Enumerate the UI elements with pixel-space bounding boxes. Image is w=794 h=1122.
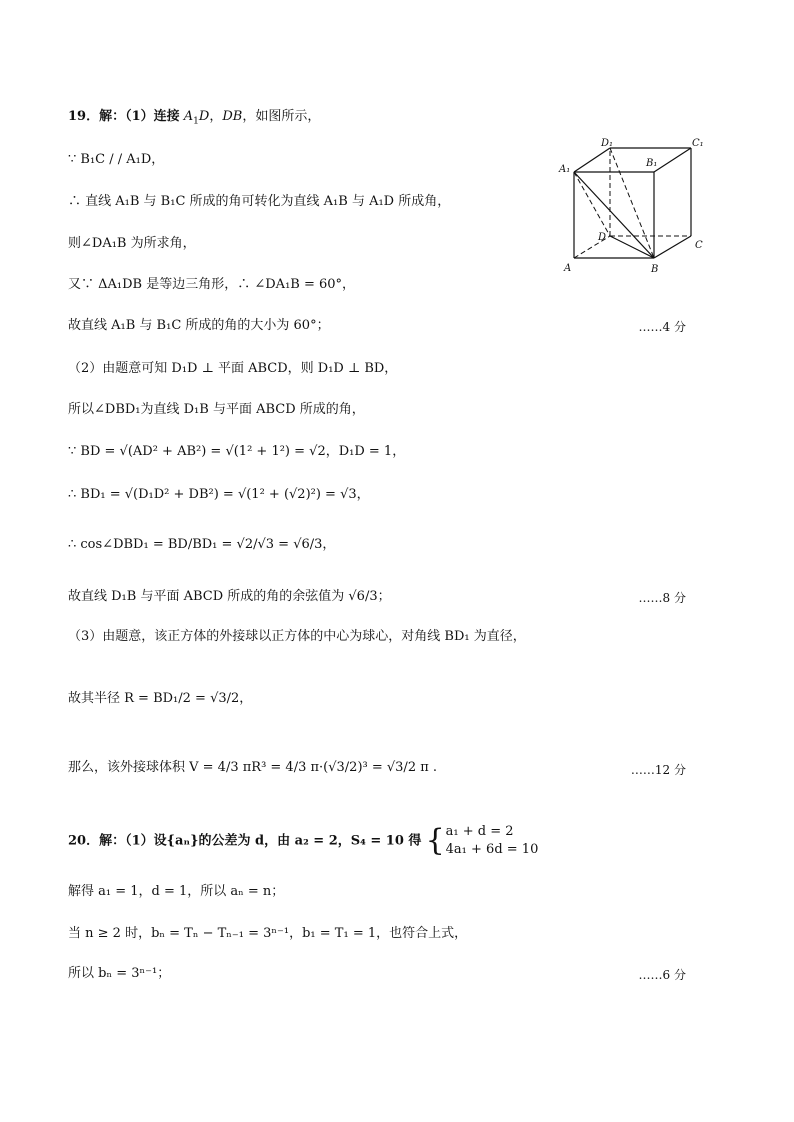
label-d: D bbox=[598, 232, 607, 243]
q20-eq-2: 4a₁ + 6d = 10 bbox=[445, 842, 539, 857]
q19-line-8: 所以∠DBD₁为直线 D₁B 与平面 ABCD 所成的角， bbox=[68, 402, 365, 417]
q19-line-7: （2）由题意可知 D₁D ⊥ 平面 ABCD，则 D₁D ⊥ BD， bbox=[68, 361, 398, 376]
label-a: A bbox=[564, 263, 572, 274]
q19-line-4: 则∠DA₁B 为所求角， bbox=[68, 236, 196, 251]
q19-line-3: ∴ 直线 A₁B 与 B₁C 所成的角可转化为直线 A₁B 与 A₁D 所成角， bbox=[68, 194, 451, 209]
label-b1: B₁ bbox=[646, 158, 658, 169]
edge-b-c bbox=[654, 236, 691, 258]
edge-b1-c1 bbox=[654, 148, 691, 172]
label-d1: D₁ bbox=[601, 138, 614, 149]
diag-a1-b bbox=[574, 172, 654, 258]
label-b: B bbox=[651, 264, 659, 275]
q19-intro-tail: ，如图所示， bbox=[242, 109, 321, 124]
q19-line-9: ∵ BD = √(AD² + AB²) = √(1² + 1²) = √2，D₁D = 1， bbox=[68, 444, 406, 459]
q20-intro: 20．解：（1）设{aₙ}的公差为 d，由 a₂ = 2，S₄ = 10 得 bbox=[68, 833, 422, 849]
q19-line-2: ∵ B₁C / / A₁D， bbox=[68, 152, 165, 167]
q19-line-15: 那么，该外接球体积 V = 4/3 πR³ = 4/3 π·(√3/2)³ = √3/2 π . bbox=[68, 760, 438, 775]
score-4: ……4 分 bbox=[638, 320, 686, 334]
q20-eq-1: a₁ + d = 2 bbox=[445, 824, 514, 839]
q20-line-3: 当 n ≥ 2 时，bₙ = Tₙ − Tₙ₋₁ = 3ⁿ⁻¹，b₁ = T₁ = 1，也符合上式， bbox=[68, 926, 468, 941]
edge-a1-d1 bbox=[574, 148, 610, 172]
q19-line-10: ∴ BD₁ = √(D₁D² + DB²) = √(1² + (√2)²) = √3， bbox=[68, 487, 370, 502]
score-8: ……8 分 bbox=[638, 591, 686, 605]
q20-system bbox=[446, 823, 539, 859]
q19-intro: 19．解：（1）连接 bbox=[68, 109, 180, 124]
score-12: ……12 分 bbox=[630, 763, 686, 777]
q19-line-13: （3）由题意，该正方体的外接球以正方体的中心为球心，对角线 BD₁ 为直径， bbox=[68, 629, 526, 644]
diag-d-b bbox=[610, 236, 654, 258]
q19-line-5: 又∵ ΔA₁DB 是等边三角形，∴ ∠DA₁B = 60°， bbox=[68, 277, 356, 292]
q19-line-12: 故直线 D₁B 与平面 ABCD 所成的角的余弦值为 √6/3； bbox=[68, 589, 391, 604]
label-c: C bbox=[695, 240, 703, 251]
q19-line-6: 故直线 A₁B 与 B₁C 所成的角的大小为 60°； bbox=[68, 318, 330, 333]
q19-line-1: 19．解：（1）连接 $A_1D$，DB，如图所示， bbox=[68, 109, 321, 127]
q20-line-1: 20．解：（1）设{aₙ}的公差为 d，由 a₂ = 2，S₄ = 10 得 { a₁ + d = 2 4a₁ + 6d = 10 bbox=[68, 823, 539, 858]
q19-line-11: ∴ cos∠DBD₁ = BD/BD₁ = √2/√3 = √6/3， bbox=[68, 537, 336, 552]
q20-line-4: 所以 bₙ = 3ⁿ⁻¹； bbox=[68, 966, 171, 981]
score-6: ……6 分 bbox=[638, 968, 686, 982]
diag-a1-d bbox=[574, 172, 610, 236]
label-c1: C₁ bbox=[692, 138, 704, 149]
cube-figure bbox=[558, 136, 708, 276]
q20-line-2: 解得 a₁ = 1，d = 1，所以 aₙ = n； bbox=[68, 884, 285, 899]
q19-line-14: 故其半径 R = BD₁/2 = √3/2， bbox=[68, 691, 253, 706]
label-a1: A₁ bbox=[559, 164, 571, 175]
